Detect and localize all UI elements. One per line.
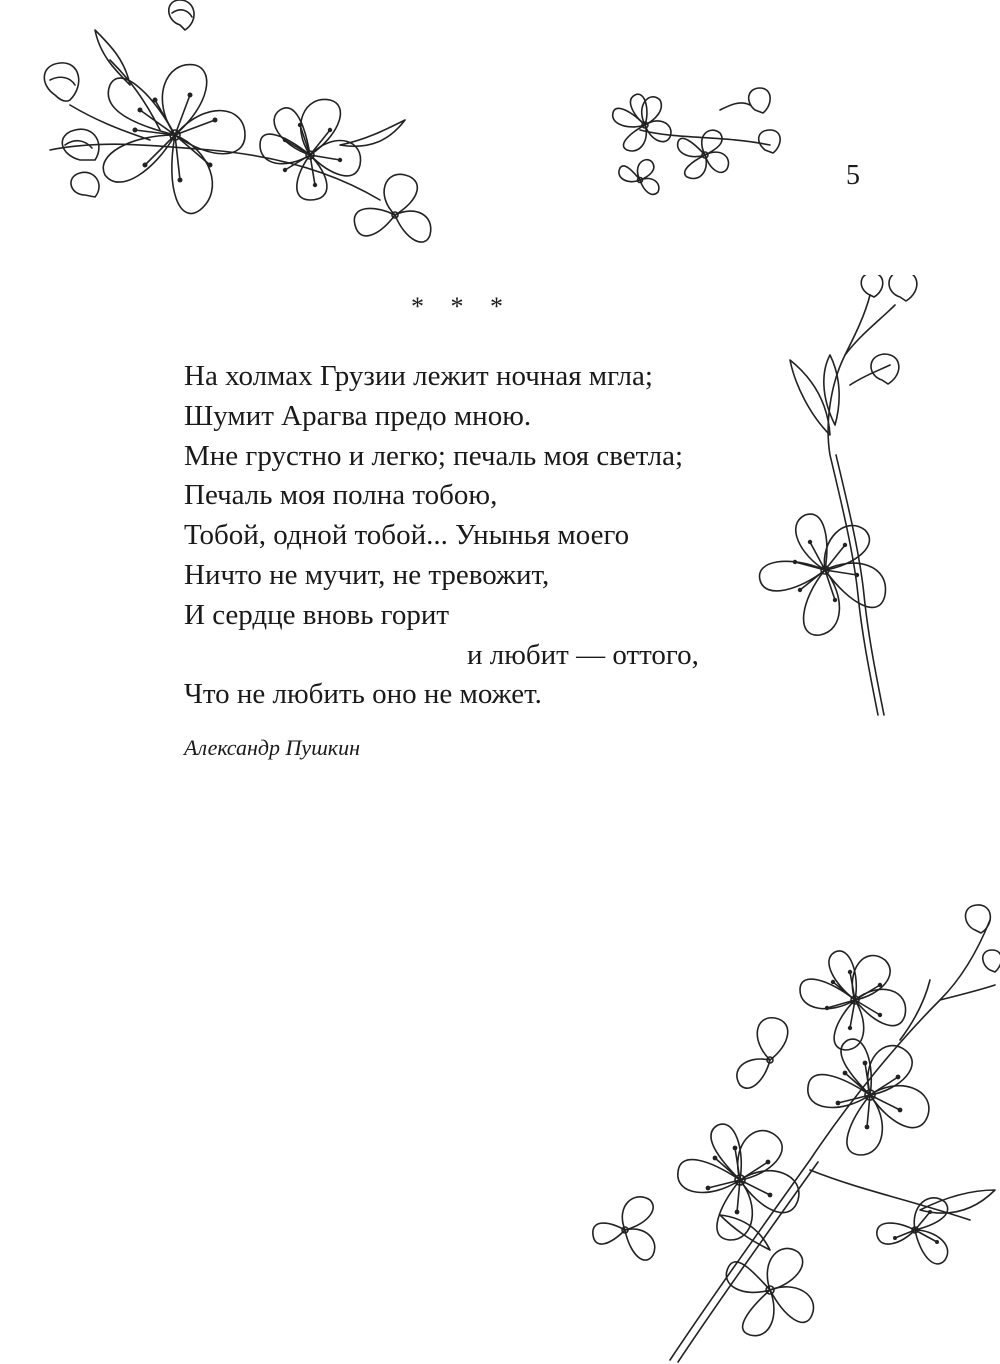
poem-line: Мне грустно и легко; печаль моя светла; xyxy=(184,439,684,472)
asterism-text: * * * xyxy=(411,292,513,321)
poem-line: Ничто не мучит, не тревожит, xyxy=(184,558,550,591)
poem-author: Александр Пушкин xyxy=(184,735,360,760)
poem xyxy=(184,357,784,715)
blossom-branch-top-left-icon xyxy=(10,0,450,260)
poem-line: Печаль моя полна тобою, xyxy=(184,479,498,512)
poem-line: Шумит Арагва предо мною. xyxy=(184,399,532,432)
poem-line-indented: и любит — оттого, xyxy=(467,638,699,671)
poem-line: И сердце вновь горит xyxy=(184,598,450,631)
blossom-cluster-top-center-icon xyxy=(600,70,790,210)
blossom-branch-bottom-right-icon xyxy=(570,900,1000,1364)
asterism-separator xyxy=(0,292,1000,322)
page-number: 5 xyxy=(846,160,860,191)
poem-line: На холмах Грузии лежит ночная мгла; xyxy=(184,360,653,392)
poem-line: Что не любить оно не может. xyxy=(184,678,542,711)
poem-line: Тобой, одной тобой... Унынья моего xyxy=(184,519,630,552)
